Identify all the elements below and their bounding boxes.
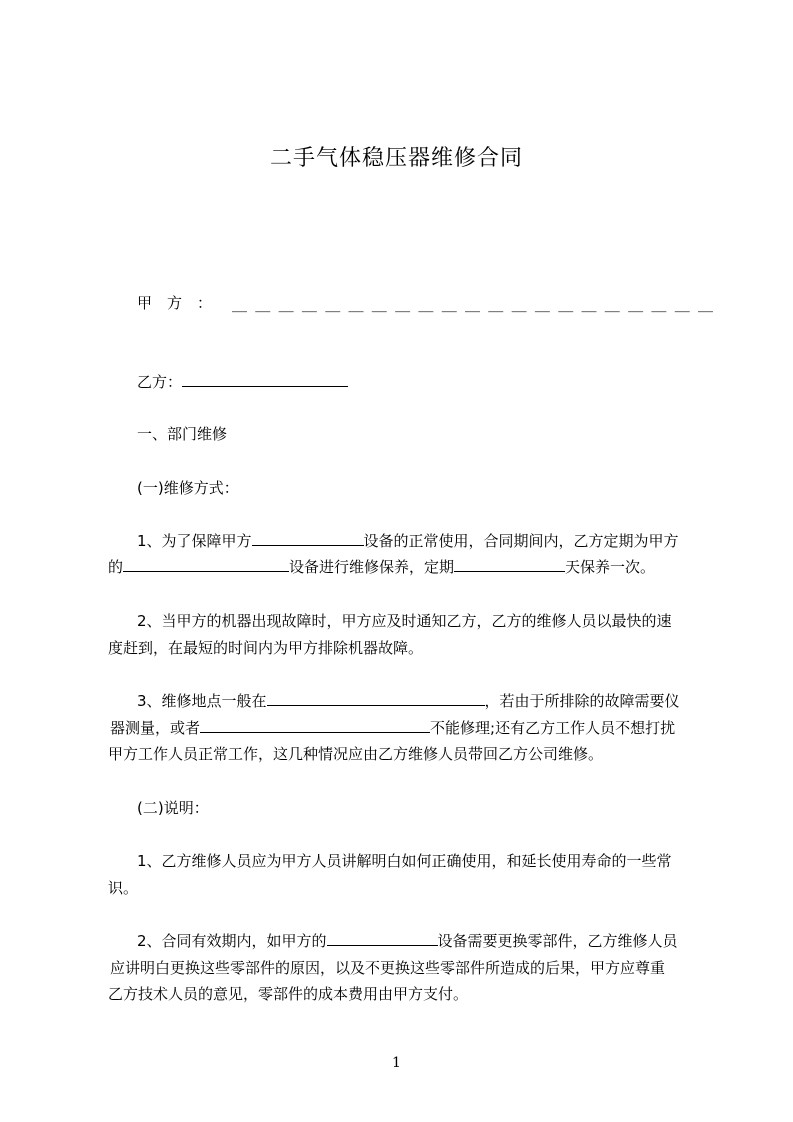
item-3-text-b: ，若由于所排除的故障需要仪 (484, 692, 680, 710)
note-2-text-c: 应讲明白更换这些零部件的原因，以及不更换这些零部件所造成的后果，甲方应尊重 (110, 959, 666, 977)
item-1-text-d: 设备进行维修保养，定期 (289, 558, 455, 576)
note-2-line-1 (108, 931, 712, 951)
note-1-text-a: 1、乙方维修人员应为甲方人员讲解明白如何正确使用，和延长使用寿命的一些常 (137, 852, 672, 870)
item-2-line-1 (108, 611, 712, 631)
item-3-line-2 (108, 718, 712, 738)
section-1-heading: 一、部门维修 (137, 425, 228, 443)
document-title: 二手气体稳压器维修合同 (269, 146, 523, 171)
note-2-text-a: 2、合同有效期内，如甲方的 (137, 932, 327, 950)
item-1-line-2 (108, 557, 712, 577)
note-2-equipment-blank (327, 931, 438, 946)
item-1-equipment-blank-2 (123, 557, 289, 572)
party-a-label: 甲 方 ： (137, 294, 213, 312)
item-1-text-a: 1、为了保障甲方 (137, 532, 252, 550)
item-1-days-blank (454, 557, 565, 572)
item-3-text-c: 器测量，或者 (110, 719, 201, 737)
item-1-text-b: 设备的正常使用，合同期间内，乙方定期为甲方 (363, 532, 679, 550)
note-2-text-b: 设备需要更换零部件，乙方维修人员 (437, 932, 678, 950)
party-b-label: 乙方： (137, 373, 183, 391)
party-a-blank: ＿＿＿＿＿＿＿＿＿＿＿＿＿＿＿＿＿＿＿＿＿ (232, 296, 722, 314)
item-2-line-2: 度赶到，在最短的时间内为甲方排除机器故障。 (108, 639, 424, 657)
page-number: 1 (392, 1055, 401, 1071)
note-2-line-3: 乙方技术人员的意见，零部件的成本费用由甲方支付。 (108, 985, 469, 1003)
item-2-text-a: 2、当甲方的机器出现故障时，甲方应及时通知乙方，乙方的维修人员以最快的速 (137, 612, 672, 630)
item-1-equipment-blank (252, 531, 364, 546)
item-3-text-d: 不能修理;还有乙方工作人员不想打扰 (430, 719, 676, 737)
subsection-1-heading: (一)维修方式： (137, 479, 239, 497)
item-1-line-1 (108, 531, 712, 551)
note-2-line-2 (108, 958, 712, 978)
item-1-text-c: 的 (108, 558, 124, 576)
item-3-line-3: 甲方工作人员正常工作，这几种情况应由乙方维修人员带回乙方公司维修。 (108, 745, 604, 763)
item-3-text-a: 3、维修地点一般在 (137, 692, 267, 710)
note-1-line-1 (108, 851, 712, 871)
item-3-condition-blank (200, 718, 430, 733)
subsection-2-heading: (二)说明： (137, 799, 209, 817)
item-3-line-1 (108, 691, 712, 711)
party-b-line (137, 372, 741, 392)
note-1-line-2: 识。 (108, 879, 139, 897)
party-b-blank (182, 372, 348, 387)
item-1-text-e: 天保养一次。 (565, 558, 656, 576)
item-3-location-blank (267, 691, 485, 706)
